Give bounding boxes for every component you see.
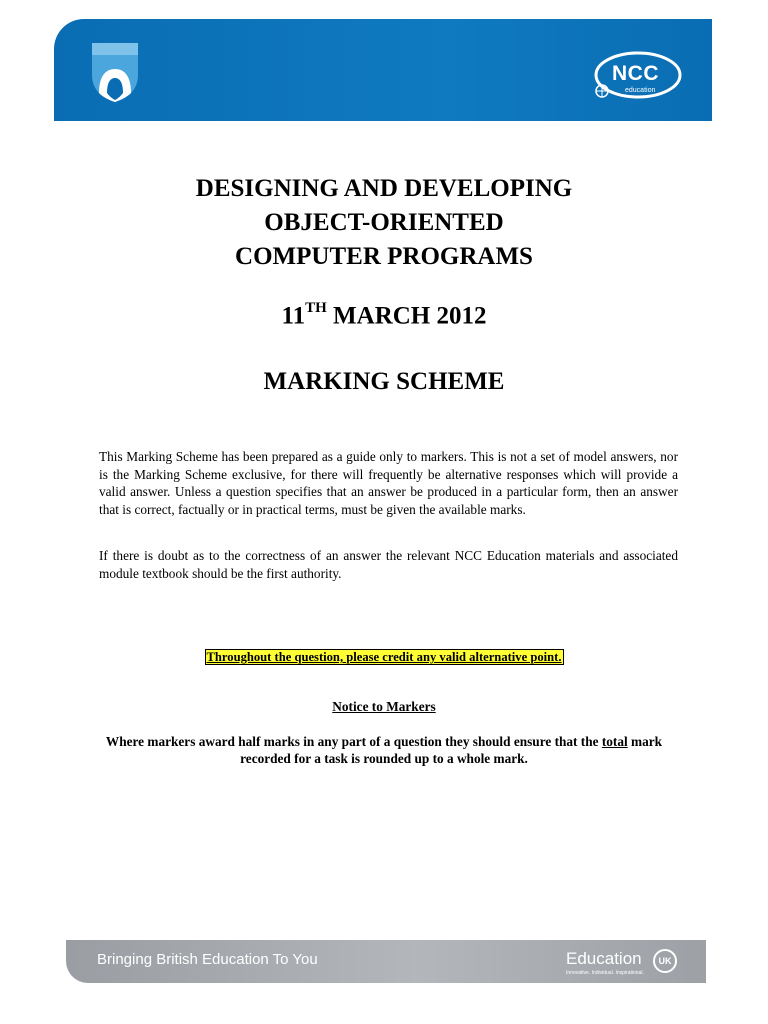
credit-note [0, 650, 768, 665]
title-line-3: COMPUTER PROGRAMS [235, 243, 533, 270]
notice-emphasis: total [601, 734, 628, 749]
shield-logo-icon [90, 41, 140, 103]
title-line-1: DESIGNING AND DEVELOPING [195, 175, 573, 202]
marking-scheme-heading: MARKING SCHEME [263, 368, 505, 395]
footer-brand-subtext: Innovative. Individual. Inspirational. [566, 970, 644, 976]
exam-date [0, 302, 768, 330]
date-rest: MARCH 2012 [326, 302, 487, 330]
date-day: 11 [281, 302, 306, 330]
uk-badge-icon: UK [653, 949, 677, 973]
notice-heading: Notice to Markers [332, 699, 436, 714]
date-suffix: TH [305, 300, 327, 316]
notice-text-after: mark recorded for a task is rounded up to a whole mark. [240, 734, 666, 766]
intro-paragraph: This Marking Scheme has been prepared as a guide only to markers. This is not a set of model answers, nor is the Marking Scheme exclusive, for there will frequently be alternative responses which will provide a valid answer. Unless a question specifies that an answer be produced in a particular form, then an answer that is correct, factually or in practical terms, must be given the available marks. [99, 449, 678, 517]
footer-banner [66, 940, 706, 983]
header-banner [54, 19, 712, 121]
ncc-logo-subtext: education [625, 87, 656, 94]
notice-body [100, 733, 668, 767]
title-line-2: OBJECT-ORIENTED [264, 209, 504, 236]
document-title [0, 172, 768, 274]
notice-text-before: Where markers award half marks in any part of a question they should ensure that the [105, 734, 602, 749]
footer-brand: Education [566, 949, 642, 968]
authority-paragraph: If there is doubt as to the correctness of an answer the relevant NCC Education materials and associated module textbook should be the first authority. [99, 548, 678, 581]
ncc-logo-text: NCC [612, 62, 659, 85]
credit-note-text: Throughout the question, please credit any valid alternative point. [206, 650, 562, 664]
footer-tagline: Bringing British Education To You [97, 951, 318, 968]
